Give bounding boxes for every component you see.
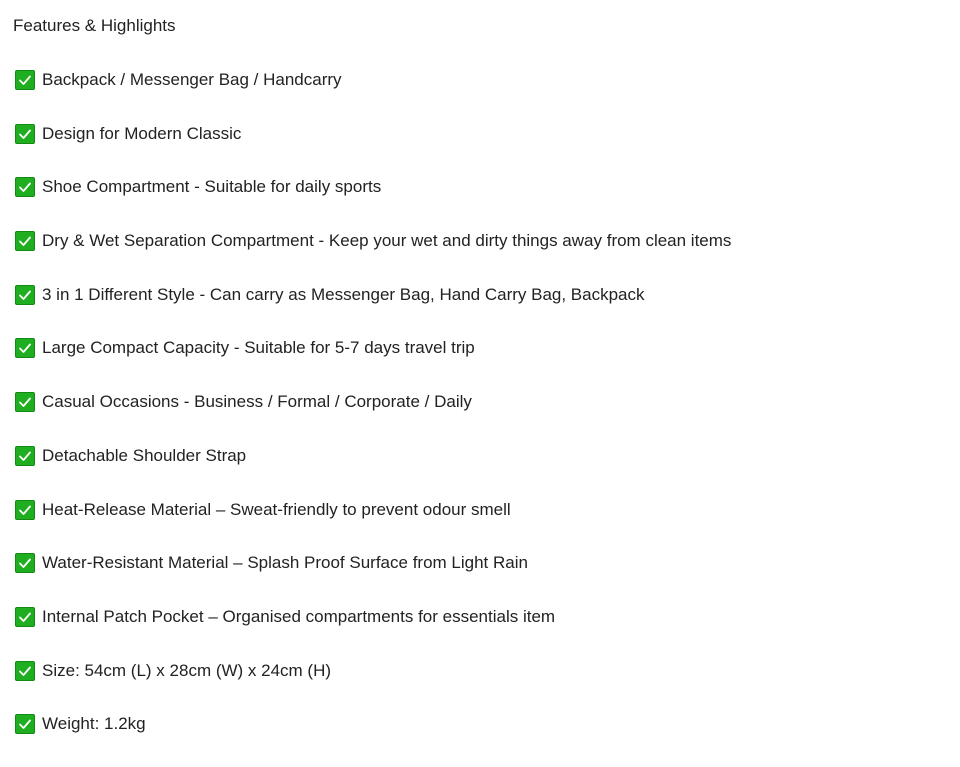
feature-item bbox=[15, 660, 731, 682]
feature-text: Detachable Shoulder Strap bbox=[42, 445, 247, 465]
feature-text: Design for Modern Classic bbox=[42, 123, 242, 143]
check-icon bbox=[15, 124, 35, 144]
feature-item bbox=[15, 230, 731, 252]
feature-item bbox=[15, 69, 731, 91]
feature-text: Internal Patch Pocket – Organised compartments for essentials item bbox=[42, 606, 556, 626]
feature-item bbox=[15, 552, 731, 574]
check-icon bbox=[15, 70, 35, 90]
check-icon bbox=[15, 661, 35, 681]
check-icon bbox=[15, 446, 35, 466]
feature-text: Casual Occasions - Business / Formal / Corporate / Daily bbox=[42, 392, 472, 412]
feature-text: Weight: 1.2kg bbox=[42, 714, 146, 734]
feature-item bbox=[15, 284, 731, 306]
check-icon bbox=[15, 177, 35, 197]
feature-text: Size: 54cm (L) x 28cm (W) x 24cm (H) bbox=[42, 660, 332, 680]
feature-item bbox=[15, 445, 731, 467]
feature-text: Shoe Compartment - Suitable for daily sports bbox=[42, 177, 382, 197]
feature-item bbox=[15, 499, 731, 521]
feature-item bbox=[15, 391, 731, 413]
feature-text: Backpack / Messenger Bag / Handcarry bbox=[42, 70, 342, 89]
feature-text: Heat-Release Material – Sweat-friendly to prevent odour smell bbox=[42, 499, 511, 519]
check-icon bbox=[15, 607, 35, 627]
check-icon bbox=[15, 500, 35, 520]
check-icon bbox=[15, 231, 35, 251]
feature-text: Water-Resistant Material – Splash Proof Surface from Light Rain bbox=[42, 553, 528, 573]
feature-item bbox=[15, 123, 731, 145]
check-icon bbox=[15, 392, 35, 412]
feature-item bbox=[15, 606, 731, 628]
feature-item bbox=[15, 337, 731, 359]
features-list bbox=[15, 69, 731, 767]
check-icon bbox=[15, 553, 35, 573]
feature-text: 3 in 1 Different Style - Can carry as Messenger Bag, Hand Carry Bag, Backpack bbox=[42, 284, 645, 304]
check-icon bbox=[15, 285, 35, 305]
feature-item bbox=[15, 713, 731, 735]
feature-text: Large Compact Capacity - Suitable for 5-7 days travel trip bbox=[42, 338, 475, 358]
check-icon bbox=[15, 714, 35, 734]
feature-item bbox=[15, 176, 731, 198]
features-heading: Features & Highlights bbox=[13, 16, 176, 35]
check-icon bbox=[15, 338, 35, 358]
feature-text: Dry & Wet Separation Compartment - Keep your wet and dirty things away from clean items bbox=[42, 231, 732, 251]
